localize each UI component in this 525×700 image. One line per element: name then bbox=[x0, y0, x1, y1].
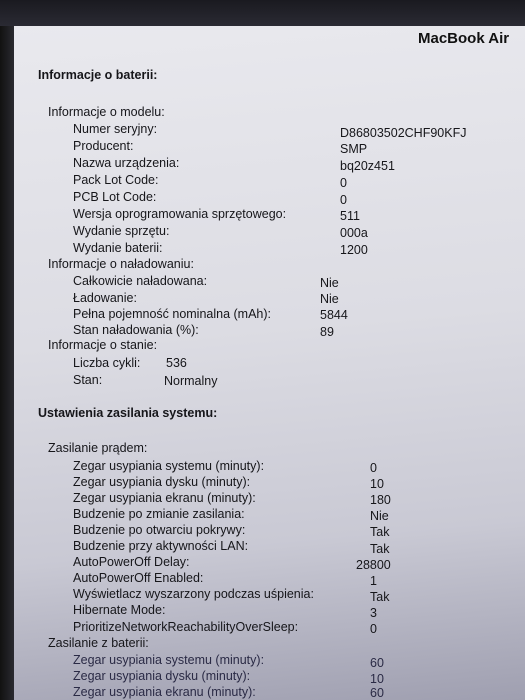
wake-on-lid-open-label: Budzenie po otwarciu pokrywy: bbox=[73, 523, 246, 537]
manufacturer-label: Producent: bbox=[73, 139, 134, 153]
hardware-revision-value: 000a bbox=[340, 226, 368, 240]
wake-on-lan-value: Tak bbox=[370, 542, 390, 556]
serial-number-label: Numer seryjny: bbox=[73, 122, 158, 136]
hibernate-mode-value: 3 bbox=[370, 606, 377, 620]
ac-disk-sleep-value: 10 bbox=[370, 477, 384, 491]
wake-on-ac-change-label: Budzenie po zmianie zasilania: bbox=[73, 507, 245, 521]
wake-on-lid-open-value: Tak bbox=[370, 525, 390, 539]
cell-revision-label: Wydanie baterii: bbox=[73, 241, 163, 255]
manufacturer-value: SMP bbox=[340, 142, 368, 156]
sidebar-edge bbox=[0, 26, 14, 700]
pcb-lot-code-value: 0 bbox=[340, 193, 347, 207]
battery-display-sleep-value: 60 bbox=[370, 686, 384, 700]
model-info-heading: Informacje o modelu: bbox=[48, 105, 165, 119]
battery-system-sleep-value: 60 bbox=[370, 656, 384, 670]
pack-lot-code-label: Pack Lot Code: bbox=[73, 173, 159, 187]
state-of-charge-value: 89 bbox=[320, 325, 334, 339]
pcb-lot-code-label: PCB Lot Code: bbox=[73, 190, 157, 204]
ac-power-heading: Zasilanie prądem: bbox=[48, 441, 148, 455]
fully-charged-label: Całkowicie naładowana: bbox=[73, 274, 208, 288]
ac-display-sleep-value: 180 bbox=[370, 493, 391, 507]
ac-system-sleep-value: 0 bbox=[370, 461, 377, 475]
condition-value: Normalny bbox=[164, 374, 218, 388]
wake-on-lan-label: Budzenie przy aktywności LAN: bbox=[73, 539, 249, 553]
screen-bezel bbox=[0, 0, 525, 26]
autopoweroff-enabled-value: 1 bbox=[370, 574, 377, 588]
ac-display-sleep-label: Zegar usypiania ekranu (minuty): bbox=[73, 491, 256, 505]
device-name-value: bq20z451 bbox=[340, 159, 395, 173]
prioritize-network-value: 0 bbox=[370, 622, 377, 636]
device-name-label: Nazwa urządzenia: bbox=[73, 156, 180, 170]
wake-on-ac-change-value: Nie bbox=[370, 509, 389, 523]
hardware-revision-label: Wydanie sprzętu: bbox=[73, 224, 170, 238]
autopoweroff-delay-value: 28800 bbox=[356, 558, 391, 572]
battery-disk-sleep-value: 10 bbox=[370, 672, 384, 686]
display-dim-value: Tak bbox=[370, 590, 390, 604]
full-charge-capacity-label: Pełna pojemność nominalna (mAh): bbox=[73, 307, 272, 321]
power-settings-heading: Ustawienia zasilania systemu: bbox=[38, 406, 218, 420]
charge-info-heading: Informacje o naładowaniu: bbox=[48, 257, 194, 271]
autopoweroff-enabled-label: AutoPowerOff Enabled: bbox=[73, 571, 204, 585]
display-dim-label: Wyświetlacz wyszarzony podczas uśpienia: bbox=[73, 587, 314, 601]
serial-number-value: D86803502CHF90KFJ bbox=[340, 126, 467, 140]
battery-disk-sleep-label: Zegar usypiania dysku (minuty): bbox=[73, 669, 251, 683]
condition-label: Stan: bbox=[73, 373, 103, 387]
fully-charged-value: Nie bbox=[320, 276, 339, 290]
charging-label: Ładowanie: bbox=[73, 291, 137, 305]
ac-system-sleep-label: Zegar usypiania systemu (minuty): bbox=[73, 459, 265, 473]
health-info-heading: Informacje o stanie: bbox=[48, 338, 158, 352]
firmware-version-label: Wersja oprogramowania sprzętowego: bbox=[73, 207, 287, 221]
cycle-count-value: 536 bbox=[166, 356, 187, 370]
machine-name-title: MacBook Air bbox=[418, 30, 510, 47]
autopoweroff-delay-label: AutoPowerOff Delay: bbox=[73, 555, 190, 569]
battery-info-heading: Informacje o baterii: bbox=[38, 68, 158, 82]
full-charge-capacity-value: 5844 bbox=[320, 308, 348, 322]
cell-revision-value: 1200 bbox=[340, 243, 368, 257]
charging-value: Nie bbox=[320, 292, 339, 306]
hibernate-mode-label: Hibernate Mode: bbox=[73, 603, 166, 617]
battery-system-sleep-label: Zegar usypiania systemu (minuty): bbox=[73, 653, 265, 667]
ac-disk-sleep-label: Zegar usypiania dysku (minuty): bbox=[73, 475, 251, 489]
battery-display-sleep-label: Zegar usypiania ekranu (minuty): bbox=[73, 685, 256, 699]
battery-power-heading: Zasilanie z baterii: bbox=[48, 636, 149, 650]
prioritize-network-label: PrioritizeNetworkReachabilityOverSleep: bbox=[73, 620, 299, 634]
state-of-charge-label: Stan naładowania (%): bbox=[73, 323, 199, 337]
firmware-version-value: 511 bbox=[340, 209, 360, 223]
cycle-count-label: Liczba cykli: bbox=[73, 356, 141, 370]
pack-lot-code-value: 0 bbox=[340, 176, 347, 190]
